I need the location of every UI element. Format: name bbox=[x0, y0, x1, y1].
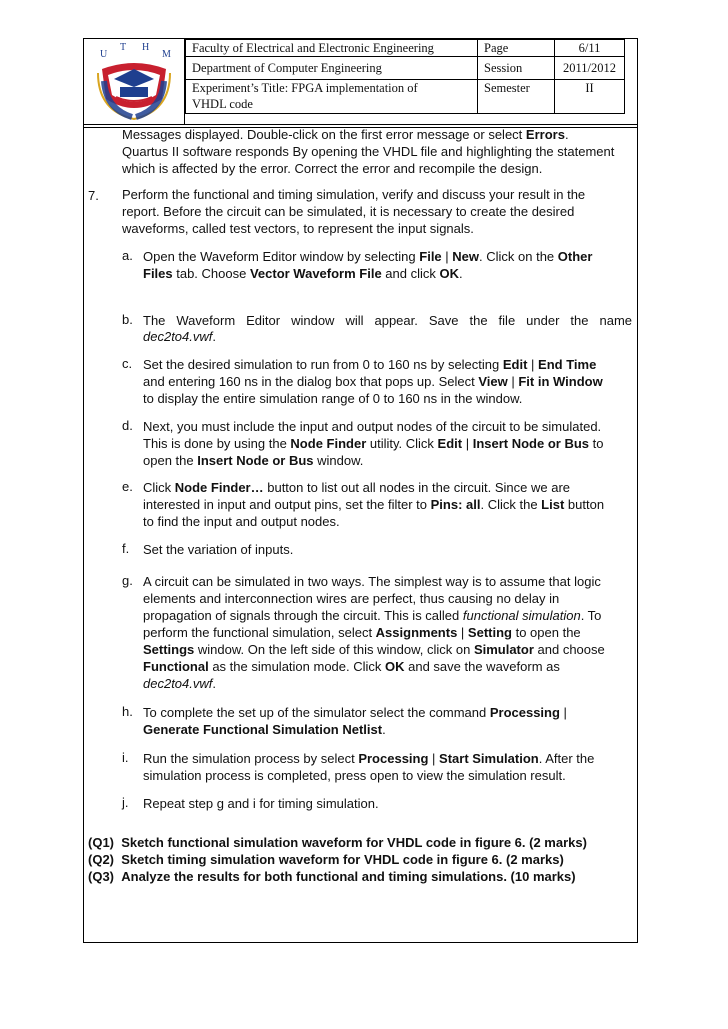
logo-letter-t: T bbox=[120, 42, 127, 53]
intro-line-2: Quartus II software responds By opening the VHDL file and highlighting the statement bbox=[122, 144, 615, 159]
item-b-line-1: The Waveform Editor window will appear. Save the file under the name bbox=[143, 313, 632, 328]
session-value-cell: 2011/2012 bbox=[555, 57, 625, 80]
header-divider bbox=[84, 124, 637, 125]
header-row bbox=[186, 80, 625, 114]
item-d-line-1: Next, you must include the input and output nodes of the circuit to be simulated. bbox=[143, 419, 602, 434]
item-g-line-2: elements and interconnection wires are perfect, thus causing no delay in bbox=[143, 591, 560, 606]
question-2: (Q2) Sketch timing simulation waveform for VHDL code in figure 6. (2 marks) bbox=[88, 852, 564, 867]
question-1: (Q1) Sketch functional simulation waveform for VHDL code in figure 6. (2 marks) bbox=[88, 835, 587, 850]
item-letter: e. bbox=[122, 479, 133, 494]
item-g-line-5: Settings window. On the left side of this window, click on Simulator and choose bbox=[143, 642, 605, 657]
step7-line-1: Perform the functional and timing simulation, verify and discuss your result in the bbox=[122, 187, 586, 202]
item-b-line-2: dec2to4.vwf. bbox=[143, 329, 216, 344]
item-e-line-1: Click Node Finder… button to list out all nodes in the circuit. Since we are bbox=[143, 480, 571, 495]
item-g-line-4: perform the functional simulation, select Assignments | Setting to open the bbox=[143, 625, 581, 640]
item-g-line-7: dec2to4.vwf. bbox=[143, 676, 216, 691]
item-letter: c. bbox=[122, 356, 133, 371]
item-d-line-2: This is done by using the Node Finder utility. Click Edit | Insert Node or Bus to bbox=[143, 436, 604, 451]
item-letter: d. bbox=[122, 418, 133, 433]
item-c-line-1: Set the desired simulation to run from 0 to 160 ns by selecting Edit | End Time bbox=[143, 357, 597, 372]
item-e-line-3: to find the input and output nodes. bbox=[143, 514, 340, 529]
faculty-cell: Faculty of Electrical and Electronic Engineering bbox=[186, 40, 478, 57]
item-letter: j. bbox=[122, 795, 129, 810]
item-d-line-3: open the Insert Node or Bus window. bbox=[143, 453, 364, 468]
question-3: (Q3) Analyze the results for both functional and timing simulations. (10 marks) bbox=[88, 869, 576, 884]
header-row bbox=[186, 40, 625, 57]
experiment-title-line1: Experiment’s Title: FPGA implementation of bbox=[192, 81, 418, 95]
experiment-title-cell bbox=[186, 80, 478, 114]
step-number: 7. bbox=[88, 188, 99, 203]
item-e-line-2: interested in input and output pins, set the filter to Pins: all. Click the List button bbox=[143, 497, 605, 512]
item-h-line-2: Generate Functional Simulation Netlist. bbox=[143, 722, 386, 737]
department-cell: Department of Computer Engineering bbox=[186, 57, 478, 80]
item-g-line-6: Functional as the simulation mode. Click OK and save the waveform as bbox=[143, 659, 560, 674]
item-c-line-3: to display the entire simulation range of 0 to 160 ns in the window. bbox=[143, 391, 523, 406]
item-f-line-1: Set the variation of inputs. bbox=[143, 542, 294, 557]
document-header bbox=[84, 39, 637, 124]
item-letter: f. bbox=[122, 541, 130, 556]
logo-cell bbox=[84, 39, 185, 124]
semester-key-cell: Semester bbox=[478, 80, 555, 114]
item-c-line-2: and entering 160 ns in the dialog box that pops up. Select View | Fit in Window bbox=[143, 374, 603, 389]
step7-line-3: waveforms, called test vectors, to represent the input signals. bbox=[122, 221, 474, 236]
item-g-line-1: A circuit can be simulated in two ways. The simplest way is to assume that logic bbox=[143, 574, 601, 589]
logo-letter-m: M bbox=[162, 49, 171, 60]
session-key-cell: Session bbox=[478, 57, 555, 80]
item-g-line-3: propagation of signals through the circuit. This is called functional simulation. To bbox=[143, 608, 602, 623]
item-h-line-1: To complete the set up of the simulator select the command Processing | bbox=[143, 705, 567, 720]
header-row bbox=[186, 57, 625, 80]
intro-line-1: Messages displayed. Double-click on the first error message or select Errors. bbox=[122, 127, 569, 142]
item-a-line-2: Files tab. Choose Vector Waveform File and click OK. bbox=[143, 266, 463, 281]
logo-letter-u: U bbox=[100, 49, 108, 60]
semester-value-cell: II bbox=[555, 80, 625, 114]
item-letter: a. bbox=[122, 248, 133, 263]
item-letter: g. bbox=[122, 573, 133, 588]
item-letter: i. bbox=[122, 750, 129, 765]
page-value-cell: 6/11 bbox=[555, 40, 625, 57]
step7-line-2: report. Before the circuit can be simulated, it is necessary to create the desired bbox=[122, 204, 575, 219]
item-letter: h. bbox=[122, 704, 133, 719]
item-j-line-1: Repeat step g and i for timing simulation. bbox=[143, 796, 379, 811]
header-table bbox=[185, 39, 625, 114]
item-i-line-1: Run the simulation process by select Processing | Start Simulation. After the bbox=[143, 751, 595, 766]
intro-line-3: which is affected by the error. Correct the error and recompile the design. bbox=[122, 161, 543, 176]
page-key-cell: Page bbox=[478, 40, 555, 57]
uthm-logo-icon bbox=[84, 39, 184, 124]
item-letter: b. bbox=[122, 312, 133, 327]
item-a-line-1: Open the Waveform Editor window by selecting File | New. Click on the Other bbox=[143, 249, 593, 264]
item-i-line-2: simulation process is completed, press open to view the simulation result. bbox=[143, 768, 566, 783]
experiment-title-line2: VHDL code bbox=[192, 97, 253, 111]
logo-letter-h: H bbox=[142, 42, 150, 53]
